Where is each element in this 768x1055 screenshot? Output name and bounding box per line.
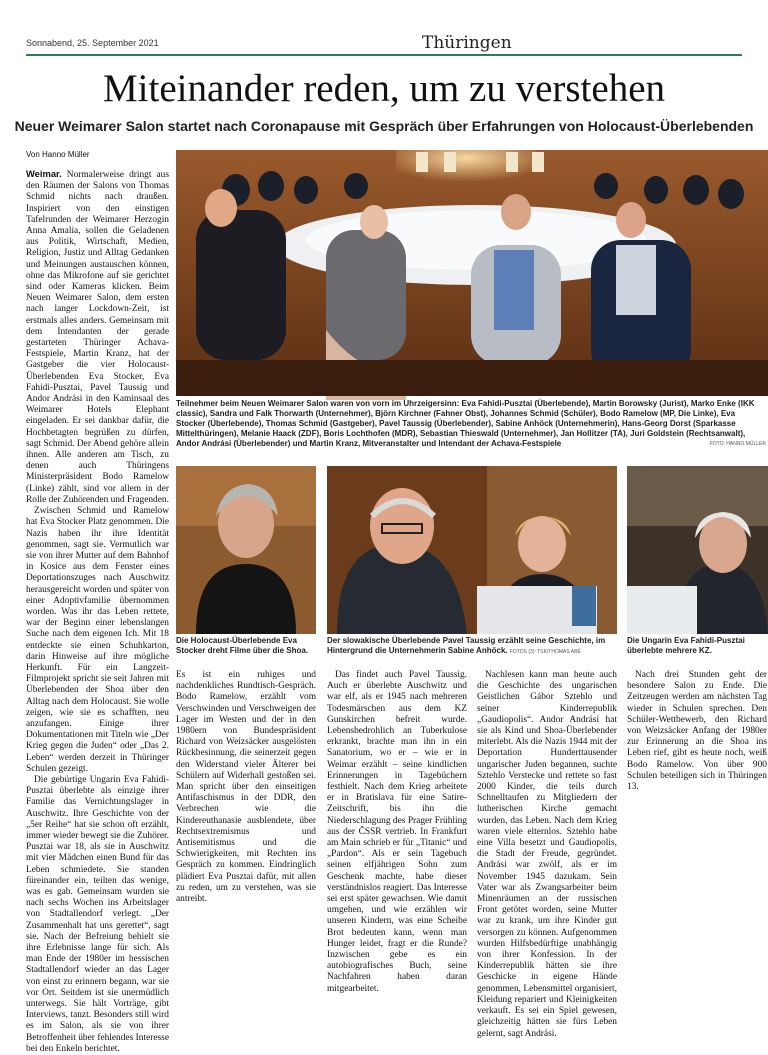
caption-eva-fahidi: Die Ungarin Eva Fahidi-Pusztai überlebte mehrere KZ. [627,636,745,655]
article-column-1 [26,168,169,1054]
article-column-4 [477,670,617,1039]
lead-place: Weimar. [26,168,62,179]
caption-pavel-taussig [327,636,619,657]
main-photo [176,150,768,396]
caption-eva-stocker: Die Holocaust-Überlebende Eva Stocker dreht Filme über die Shoa. [176,636,309,655]
header-rule [26,54,742,56]
article-column-3 [327,670,467,994]
headline: Miteinander reden, um zu verstehen [102,67,666,110]
article-column-5 [627,670,767,960]
col4-paragraph-2: Nachlesen kann man heute auch die Geschichte des ungarischen Geistlichen Gábor Sztehlo und seiner Kinderrepublik „Gaudiopolis“. Andor Andrási hat sie als Kind und Shoa-Überlebender miterlebt. Als die Nazis 1944 mit der Deportation Hunderttausender ungarischer Juden begannen, suchte Sztehlo Verstecke und rettete so fast 2000 Kinder, die teils durch Schnelltaufen zu Mitgliedern der lutherischen Kirche gemacht wurden, das Leben. Nach dem Krieg waren viele elternlos. Sztehlo habe eine Villa besetzt und Gaudiopolis, die Stadt der Freude, gegründet. Andrási war zwölf, als er im November 1945 dazukam. Sein Vater war als Zwangsarbeiter beim Minenräumen an der russischen Front getötet worden, seine Mutter war zu krank, um ihre Kinder gut versorgen zu können. Aufgenommen wurden Hilfsbedürftige unabhängig von ihrer Konfession. In der Kinderrepublik hätten sie ihre Geschicke in eigene Hände genommen, Lebensmittel organisiert, Kleidung repariert und Kleinigkeiten verkauft. Es sei ein Spiel gewesen, gleichzeitig hätten sie fürs Leben gelernt, sagt Andrási. [477,670,617,1039]
photo-pavel-taussig [327,466,617,634]
col1-paragraph-2: Zwischen Schmid und Ramelow hat Eva Stocker Platz genommen. Die Nazis haben ihr ihre Identität genommen, sagt sie. Vermutlich war sie von ihrer Mutter auf dem Bahnhof in Kosice aus dem Fenster eines Deportationszuges nach Auschwitz herausgereicht worden und später von einer Adoptivfamilie übernommen worden. Was ihr das Leben rettete, war der Beginn einer lebenslangen Suche nach dem eigenen Ich. Mit 18 entdeckte sie einen Schuhkarton, darin Hinweise auf ihre mögliche Herkunft. Für ein Langzeit-Filmprojekt spricht sie seit Jahren mit Überlebenden der Shoa über den Alltag nach dem Holocaust. Sie wolle zeigen, wie sie es schafften, neu anzufangen. Einige ihrer Dokumentationen mit Titeln wie „Der Krieg gegen die Juden“ oder „Das 2. Leben“ werden derzeit in Thüringer Schulen gezeigt. [26,506,169,774]
article-column-2 [176,670,316,960]
main-photo-caption [176,399,766,449]
issue-date: Sonnabend, 25. September 2021 [26,38,159,48]
photo-eva-stocker [176,466,316,634]
photo-eva-fahidi [627,466,768,634]
main-photo-caption-text: Teilnehmer beim Neuen Weimarer Salon waren von vorn im Uhrzeigersinn: Eva Fahidi-Pusztai (Überlebende), Martin Borowsky (Jurist), Marko Enke (IKK classic), Sandra und Falk Thorwarth (Unternehmer), Björn Kirchner (Fahner Obst), Johannes Schmid (Schüler), Bodo Ramelow (MP, Die Linke), Eva Stocker (Überlebende), Thomas Schmid (Gastgeber), Pavel Taussig (Überlebender), Sabine Anhöck (Unternehmerin), Hans-Georg Dorst (Sparkasse Mittelthüringen), Melanie Haack (ZDF), Boris Lochthofen (MDR), Sebastian Thieswald (Unternehmer), Jan Hollitzer (TA), Juri Goldstein (Rechtsanwalt), Andor Andrási (Überlebender) und Martin Kranz, Mitveranstalter und Intendant der Achava-Festspiele [176,399,755,448]
col1-paragraph-3: Die gebürtige Ungarin Eva Fahidi-Pusztai überlebte als einzige ihrer Familie das Vernichtungslager in Auschwitz. Ihre Geschichte von der „5er Reihe“ hat sie schon oft erzählt, immer wieder bewegt sie die Zuhörer. Pusztai war 18, als sie in Auschwitz mit vier Mädchen einen Bund für das Leben schmiedete. Sie standen füreinander ein, teilten das wenige, was es gab. Gemeinsam wurden sie nach sechs Wochen ins Arbeitslager von Stadtallendorf verlegt. „Der Zusammenhalt hat uns gerettet“, sagt sie. Nach der Befreiung behielt sie ihre Erlebnisse lange für sich. Als man Ende der 1980er im hessischen Stadtallendorf wieder an das Lager von einst zu erinnern begann, war sie vor Ort. Seitdem ist sie unermüdlich unterwegs. Sie hält Vorträge, gibt Interviews, tanzt. Besonders still wird es im Salon, als sie von ihrer Betroffenheit über fehlendes Interesse bei den Enkeln berichtet. [26,774,169,1054]
small-photos-credit: FOTOS (3): TSK/THOMAS ABÉ [509,649,581,655]
main-photo-credit: FOTO: HANNO MÜLLER [709,441,766,447]
subheadline: Neuer Weimarer Salon startet nach Coronapause mit Gespräch über Erfahrungen von Holocaust-Überlebenden [14,118,754,134]
col5-paragraph-2: Nach drei Stunden geht der besondere Salon zu Ende. Die Zeitzeugen werden am nächsten Tag wieder in Schulen sprechen. Den Schüler-Wettbewerb, den Richard von Weizsäcker Anfang der 1980er zur Erinnerung an die Shoa ins Leben rief, gibt es heute noch, weiß Bodo Ramelow. Von über 900 Schulen beteiligen sich in Thüringen 13. [627,670,767,793]
caption-pavel-taussig-text: Der slowakische Überlebende Pavel Taussig erzählt seine Geschichte, im Hintergrund die Unternehmerin Sabine Anhöck. [327,636,606,655]
col3-paragraph-1: Das findet auch Pavel Taussig. Auch er überlebte Auschwitz und war elf, als er 1945 nach mehreren Todesmärschen aus dem KZ Gunskirchen befreit wurde. Lebensbedrohlich an Tuberkulose erkrankt, brachte man ihn in ein Sanatorium, wo er – wie er in Weimar erzählt – seine kindlichen Erinnerungen in Tagebüchern festhielt. Nach dem Krieg arbeitete er in Bratislava für eine Satire-Zeitschrift, bis ihn die Niederschlagung des Prager Frühling aus der ČSSR vertrieb. In Frankfurt am Main schrieb er für „Titanic“ und „Pardon“. Als er sein Tagebuch seinen elfjährigen Sohn zum Geschenk machte, habe dieser verständnislos reagiert. Das Interesse sei erst später gewachsen. Wie damit umgehen, und wie erzählen wir unseren Kindern, was eine Scheibe Brot bedeuten kann, wenn man Hunger leidet, fragt er die Runde? Inzwischen gebe es ein autobiografisches Buch, seine Nachfahren haben daran mitgearbeitet. [327,670,467,994]
byline: Von Hanno Müller [26,150,90,159]
col1-paragraph-1: Normalerweise dringt aus den Räumen der Salons von Thomas Schmid nichts nach draußen. Inspiriert von den einstigen Tafelrunden der Weimarer Herzogin Anna Amalia, sollen die Geladenen aus Politik, Wirtschaft, Medien, Religion, Justiz und Alltag Gedanken und Meinungen austauschen können, ohne das Mikrofone auf sie gerichtet sind oder Kameras klicken. Beim Neuen Weimarer Salon, dem ersten nach langer Lockdown-Zeit, ist erstmals alles anders. Gemeinsam mit dem Intendanten der gerade gestarteten Thüringer Achava-Festspiele, Martin Kranz, hat der Gastgeber die vier Holocaust-Überlebenden Eva Stocker, Eva Fahidi-Pusztai, Pavel Taussig und Andor Andrási in den Kaminsaal des Weimarer Hotels Elephant eingeladen. Er sei dankbar dafür, die Hochbetagten begrüßen zu dürfen, sagt Schmid. Der Abend gehöre allein ihnen. Alle anderen am Tisch, zu denen auch Thüringens Ministerpräsident Bodo Ramelow (Linke) zählt, sind vor allem in der Rolle der Zuhörenden und Fragenden. [26,170,169,505]
section-title: Thüringen [422,33,512,53]
col2-paragraph-2: Es ist ein ruhiges und nachdenkliches Rundtisch-Gespräch. Bodo Ramelow, erzählt vom Verschwinden und Verschweigen der Lager im Westen und der in den 1980ern von Bundespräsident Richard von Weizsäcker ausgelösten Rückbesinnung, die seinerzeit gegen den Widerstand vieler Älterer bei Schülern auf Widerhall gestoßen sei. Man spricht über den einseitigen Antifaschismus in der DDR, den Verbrechen wie die Kindereuthanasie ausblendete, über Rechtsextremismus und Antisemitismus und die Schwierigkeiten, mit Rechten ins Gespräch zu kommen. Eindringlich plädiert Eva Pusztai dafür, mit allen zu reden, um zu verstehen, was sie antreibt. [176,670,316,905]
